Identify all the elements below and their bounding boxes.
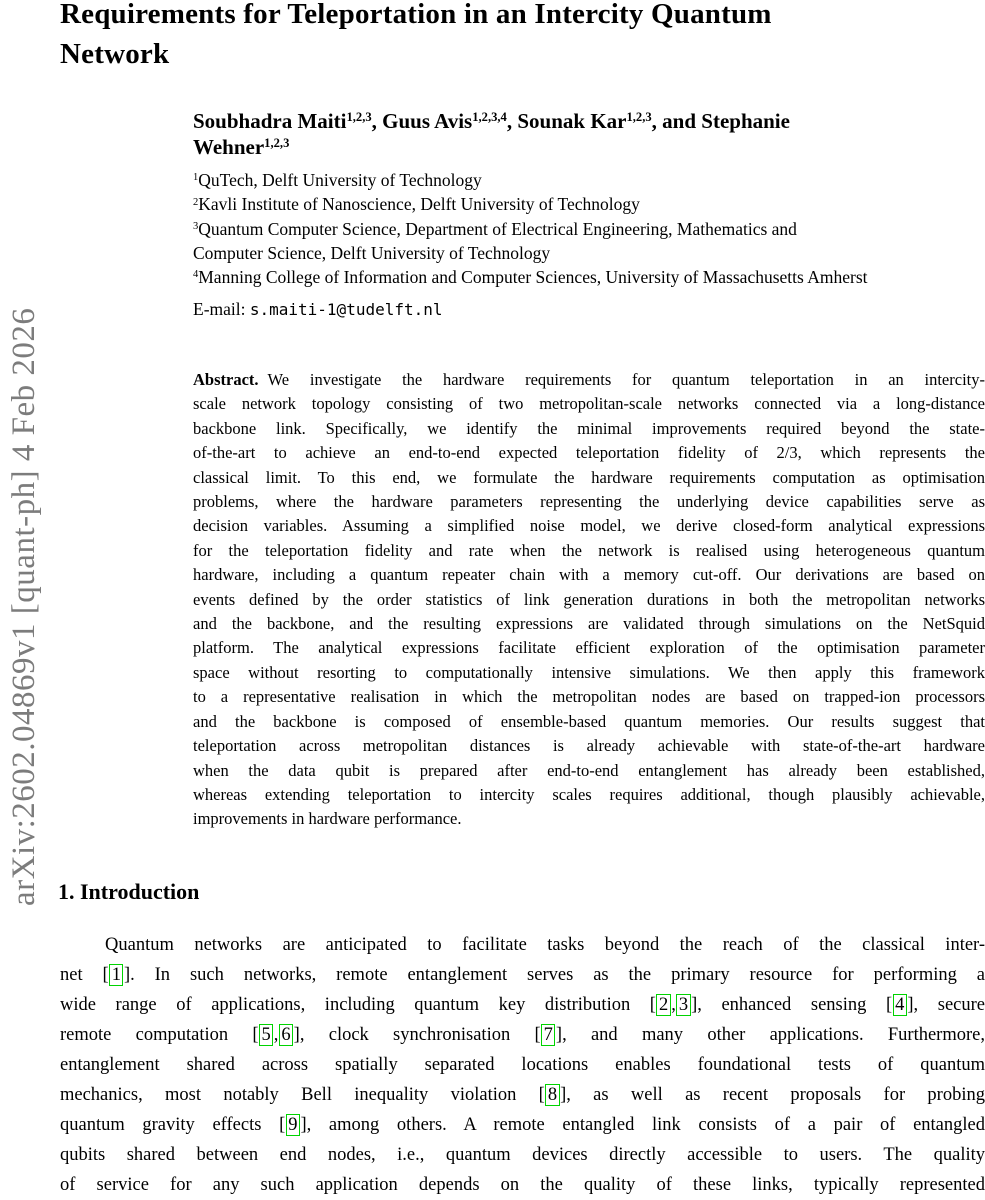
citation-link[interactable]: 8 — [545, 1084, 559, 1106]
affiliation-superscript: 1,2,3 — [264, 136, 290, 151]
abstract-line: problems, where the hardware parameters representing the underlying device capabilities serve as — [193, 492, 985, 512]
affiliation-superscript: 1 — [193, 172, 199, 184]
abstract-line: platform. The analytical expressions facilitate efficient exploration of the optimisation parameter — [193, 638, 985, 658]
citation-link[interactable]: 2 — [656, 994, 670, 1016]
affiliation-line: $^1$QuTech, Delft University of Technology — [193, 170, 482, 190]
abstract-line: Abstract. We investigate the hardware requirements for quantum teleportation in an intercity- — [193, 370, 985, 389]
abstract-line: backbone link. Specifically, we identify the minimal improvements required beyond the state- — [193, 418, 985, 438]
abstract-line: hardware, including a quantum repeater chain with a memory cut-off. Our derivations are based on — [193, 565, 985, 585]
affiliation-superscript: 1,2,3 — [626, 110, 652, 125]
citation-link[interactable]: 5 — [259, 1024, 273, 1046]
abstract — [193, 368, 985, 832]
citation-link[interactable]: 1 — [109, 964, 123, 986]
citation-link[interactable]: 3 — [676, 994, 690, 1016]
paragraph-line: mechanics, most notably Bell inequality violation [ 8 ], as well as recent proposals for probing — [60, 1085, 985, 1105]
citation-link[interactable]: 6 — [279, 1024, 293, 1046]
intro-paragraph — [60, 930, 985, 1200]
affiliation-superscript: 2 — [193, 196, 199, 208]
affiliation-superscript: 4 — [193, 269, 199, 281]
paragraph-line: Quantum networks are anticipated to facilitate tasks beyond the reach of the classical inter- — [105, 935, 985, 955]
paper-title — [60, 0, 980, 74]
abstract-line: space without resorting to computationally intensive simulations. We then apply this framework — [193, 662, 985, 682]
affiliation-line: $^2$Kavli Institute of Nanoscience, Delft University of Technology — [193, 194, 640, 215]
abstract-line: events defined by the order statistics of link generation durations in both the metropolitan networks — [193, 589, 985, 609]
affiliation-line: Computer Science, Delft University of Technology — [193, 242, 551, 263]
paragraph-line: net [ 1 ]. In such networks, remote entanglement serves as the primary resource for performing a — [60, 965, 985, 985]
citation-link[interactable]: 4 — [893, 994, 907, 1016]
affiliation-superscript: 1,2,3 — [346, 110, 372, 125]
abstract-line: teleportation across metropolitan distances is already achievable with state-of-the-art hardware — [193, 736, 985, 756]
abstract-line: for the teleportation fidelity and rate when the network is realised using heterogeneous quantum — [193, 540, 985, 560]
abstract-line: when the data qubit is prepared after end-to-end entanglement has already been established, — [193, 760, 985, 780]
paragraph-line: quantum gravity effects [ 9 ], among others. A remote entangled link consists of a pair of entangled — [60, 1115, 985, 1135]
abstract-line: whereas extending teleportation to intercity scales requires additional, though plausibly achievable, — [193, 784, 985, 804]
email-address-link[interactable]: s.maiti-1@tudelft.nl — [249, 300, 443, 319]
author-line: Wehner$^{1,2,3}$ — [193, 135, 290, 159]
author-list — [193, 108, 985, 160]
affiliation-line: $^3$Quantum Computer Science, Department of Electrical Engineering, Mathematics and — [193, 218, 797, 239]
paragraph-line: remote computation [ 5 , 6 ], clock synchronisation [ 7 ], and many other applications. Furthermore, — [60, 1025, 985, 1045]
affiliation-superscript: 3 — [193, 220, 199, 232]
paper-title-line-2: Network — [60, 38, 170, 70]
abstract-line: scale network topology consisting of two metropolitan-scale networks connected via a long-distance — [193, 394, 985, 414]
abstract-line: classical limit. To this end, we formulate the hardware requirements computation as optimisation — [193, 467, 985, 487]
affiliation-line: $^4$Manning College of Information and Computer Sciences, University of Massachusetts Amherst — [193, 267, 868, 288]
affiliation-list — [193, 168, 985, 289]
affiliation-superscript: 1,2,3,4 — [472, 110, 507, 125]
paragraph-line: entanglement shared across spatially separated locations enables foundational tests of quantum — [60, 1055, 985, 1075]
abstract-line: improvements in hardware performance. — [193, 809, 462, 829]
arxiv-watermark: arXiv:2602.04869v1 [quant-ph] 4 Feb 2026 — [6, 307, 42, 906]
email-label: E-mail: — [193, 299, 250, 319]
email-line — [193, 299, 443, 320]
section-heading-introduction: 1. Introduction — [58, 879, 200, 904]
paragraph-line: wide range of applications, including quantum key distribution [ 2 , 3 ], enhanced sensing [ 4 ], secure — [60, 995, 985, 1015]
abstract-line: and the backbone is composed of ensemble-based quantum memories. Our results suggest that — [193, 711, 985, 731]
citation-link[interactable]: 9 — [286, 1114, 300, 1136]
author-line: Soubhadra Maiti$^{1,2,3}$, Guus Avis$^{1,2,3,4}$, Sounak Kar$^{1,2,3}$, and Stephanie — [193, 109, 790, 133]
paragraph-line: of service for any such application depends on the quality of these links, typically represented — [60, 1175, 985, 1195]
abstract-line: and the backbone, and the resulting expressions are validated through simulations on the NetSquid — [193, 614, 985, 634]
abstract-line: decision variables. Assuming a simplified noise model, we derive closed-form analytical expressions — [193, 516, 985, 536]
paragraph-line: qubits shared between end nodes, i.e., quantum devices directly accessible to users. The quality — [60, 1145, 985, 1165]
bold-label: Abstract. — [193, 370, 259, 389]
abstract-line: to a representative realisation in which the metropolitan nodes are based on trapped-ion processors — [193, 687, 985, 707]
paper-title-line-1: Requirements for Teleportation in an Intercity Quantum — [60, 0, 772, 30]
citation-link[interactable]: 7 — [541, 1024, 555, 1046]
abstract-line: of-the-art to achieve an end-to-end expected teleportation fidelity of 2/3, which represents the — [193, 443, 985, 463]
